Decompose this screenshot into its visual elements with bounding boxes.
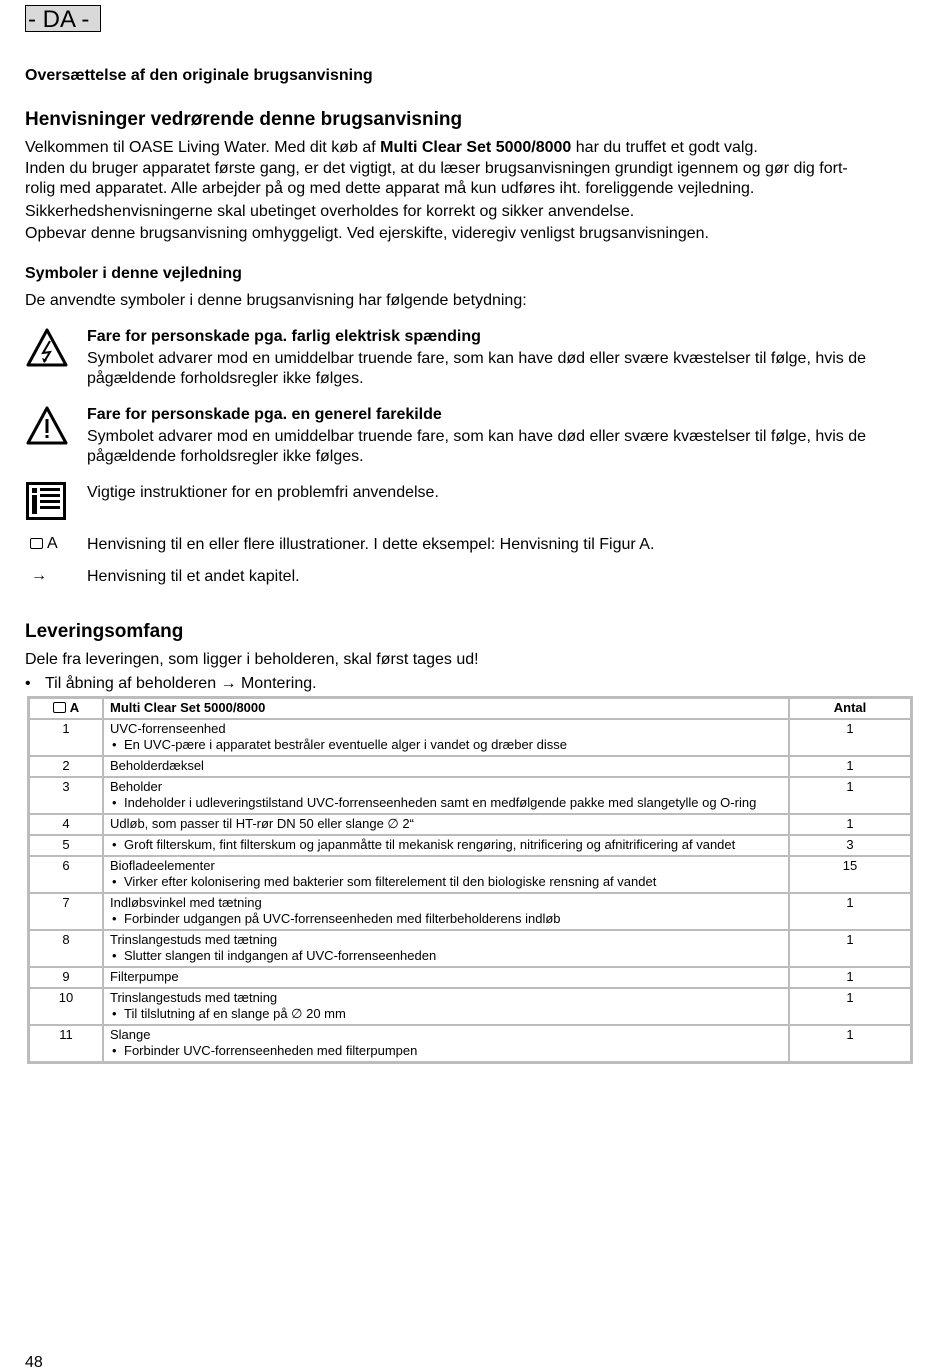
bullet-text: Til åbning af beholderen (45, 675, 221, 692)
info-icon (26, 482, 66, 520)
row-quantity: 1 (789, 719, 911, 756)
paragraph-line: Opbevar denne brugsanvisning omhyggeligt. Ved ejerskifte, videregiv venligst brugsanvisningen. (25, 225, 709, 242)
row-quantity: 1 (789, 814, 911, 835)
row-item (103, 930, 789, 967)
row-quantity: 1 (789, 967, 911, 988)
figure-label: A (47, 535, 58, 552)
row-item (103, 893, 789, 930)
row-number: 6 (29, 856, 103, 893)
row-number: 9 (29, 967, 103, 988)
symbol-description (87, 405, 915, 467)
item-name: Biofladeelementer (110, 858, 215, 873)
symbol-title: Fare for personskade pga. farlig elektrisk spænding (87, 328, 481, 345)
row-item (103, 756, 789, 777)
symbol-description (87, 327, 915, 389)
figure-reference-icon (53, 702, 66, 713)
symbol-entry-general (25, 405, 915, 465)
item-note: • Forbinder udgangen på UVC-forrenseenheden med filterbeholderens indløb (110, 911, 782, 927)
row-number: 8 (29, 930, 103, 967)
table-row (29, 835, 911, 856)
row-quantity: 1 (789, 756, 911, 777)
symbol-text: Symbolet advarer mod en umiddelbar truende fare, som kan have død eller svære kvæstelser til følge, hvis de pågældende forholdsregler ikke følges. (87, 350, 867, 387)
table-row (29, 967, 911, 988)
item-name: UVC-forrenseenhed (110, 721, 226, 736)
row-quantity: 1 (789, 930, 911, 967)
row-number: 1 (29, 719, 103, 756)
item-note: • Groft filterskum, fint filterskum og japanmåtte til mekanisk rengøring, nitrificering og afnitrificering af vandet (110, 837, 782, 853)
intro-text-end: har du truffet et godt valg. (571, 139, 758, 156)
table-row (29, 893, 911, 930)
table-row (29, 719, 911, 756)
item-name: Beholderdæksel (110, 758, 204, 773)
figure-reference-icon (30, 538, 43, 549)
table-row (29, 1025, 911, 1062)
intro-text: Velkommen til OASE Living Water. Med dit køb af (25, 139, 381, 156)
intro-line (25, 139, 905, 157)
delivery-table (27, 696, 913, 1064)
row-item (103, 777, 789, 814)
bullet-link-text: Montering. (236, 675, 317, 692)
section-heading-delivery: Leveringsomfang (25, 621, 184, 642)
row-number: 4 (29, 814, 103, 835)
item-note: • Virker efter kolonisering med bakterier som filterelement til den biologiske rensning af vandet (110, 874, 782, 890)
item-note: • Indeholder i udleveringstilstand UVC-forrenseenheden samt en medfølgende pakke med slangetylle og O-ring (110, 795, 782, 811)
row-quantity: 15 (789, 856, 911, 893)
row-number: 10 (29, 988, 103, 1025)
table-row (29, 930, 911, 967)
item-name: Filterpumpe (110, 969, 179, 984)
item-name: Beholder (110, 779, 163, 794)
symbol-title: Fare for personskade pga. en generel farekilde (87, 406, 442, 423)
delivery-bullet (25, 675, 905, 693)
symbols-intro: De anvendte symboler i denne brugsanvisning har følgende betydning: (25, 292, 527, 309)
general-hazard-icon (25, 405, 69, 449)
row-number: 2 (29, 756, 103, 777)
item-note: • Forbinder UVC-forrenseenheden med filterpumpen (110, 1043, 782, 1059)
row-number: 3 (29, 777, 103, 814)
table-header-quantity: Antal (789, 698, 911, 719)
header-figure-label: A (69, 700, 80, 715)
item-note: • En UVC-pære i apparatet bestråler eventuelle alger i vandet og dræber disse (110, 737, 782, 753)
bullet-icon: • (25, 675, 31, 692)
product-name: Multi Clear Set 5000/8000 (380, 139, 572, 156)
row-item (103, 814, 789, 835)
row-item (103, 1025, 789, 1062)
symbol-text: Henvisning til et andet kapitel. (87, 568, 300, 585)
table-header-item: Multi Clear Set 5000/8000 (103, 698, 789, 719)
paragraph-line: rolig med apparatet. Alle arbejder på og med dette apparat må kun udføres iht. foreliggende vejledning. (25, 180, 755, 197)
row-item (103, 835, 789, 856)
row-number: 7 (29, 893, 103, 930)
row-quantity: 1 (789, 893, 911, 930)
item-name: Indløbsvinkel med tætning (110, 895, 262, 910)
row-item (103, 856, 789, 893)
table-row (29, 814, 911, 835)
table-row (29, 856, 911, 893)
item-note: • Til tilslutning af en slange på ∅ 20 mm (110, 1006, 782, 1022)
row-quantity: 1 (789, 777, 911, 814)
delivery-intro: Dele fra leveringen, som ligger i beholderen, skal først tages ud! (25, 651, 479, 668)
table-row (29, 988, 911, 1025)
row-number: 11 (29, 1025, 103, 1062)
arrow-right-icon: → (220, 675, 237, 692)
electric-hazard-icon (25, 327, 69, 371)
symbol-entry-info (25, 482, 915, 522)
symbol-entry-electric (25, 327, 915, 387)
page-number: 48 (25, 1354, 43, 1371)
symbol-text: Henvisning til en eller flere illustrationer. I dette eksempel: Henvisning til Figur A. (87, 536, 655, 553)
symbol-text: Vigtige instruktioner for en problemfri anvendelse. (87, 484, 439, 501)
row-item (103, 988, 789, 1025)
table-row (29, 777, 911, 814)
row-item (103, 967, 789, 988)
item-note: • Slutter slangen til indgangen af UVC-forrenseenheden (110, 948, 782, 964)
item-name: Trinslangestuds med tætning (110, 990, 278, 1005)
item-name: Slange (110, 1027, 151, 1042)
symbol-entry-figure (25, 535, 915, 557)
row-quantity: 3 (789, 835, 911, 856)
table-row (29, 756, 911, 777)
table-header-row (29, 698, 911, 719)
table-header-figure (29, 698, 103, 719)
item-name: Trinslangestuds med tætning (110, 932, 278, 947)
row-number: 5 (29, 835, 103, 856)
section-heading-symbols: Symboler i denne vejledning (25, 265, 242, 282)
paragraph-line: Sikkerhedshenvisningerne skal ubetinget overholdes for korrekt og sikker anvendelse. (25, 203, 635, 220)
paragraph-line: Inden du bruger apparatet første gang, er det vigtigt, at du læser brugsanvisningen grundigt igennem og gør dig fort- (25, 160, 848, 177)
row-quantity: 1 (789, 988, 911, 1025)
symbol-entry-chapter (25, 567, 915, 589)
symbol-text: Symbolet advarer mod en umiddelbar truende fare, som kan have død eller svære kvæstelser til følge, hvis de pågældende forholdsregler ikke følges. (87, 428, 867, 465)
figure-reference (30, 535, 58, 553)
document-subtitle: Oversættelse af den originale brugsanvisning (25, 67, 373, 84)
row-quantity: 1 (789, 1025, 911, 1062)
row-item (103, 719, 789, 756)
section-heading-instructions: Henvisninger vedrørende denne brugsanvisning (25, 109, 463, 130)
arrow-right-icon: → (31, 567, 47, 584)
item-name: Udløb, som passer til HT-rør DN 50 eller slange ∅ 2“ (110, 816, 414, 831)
language-tag: - DA - (25, 5, 101, 32)
